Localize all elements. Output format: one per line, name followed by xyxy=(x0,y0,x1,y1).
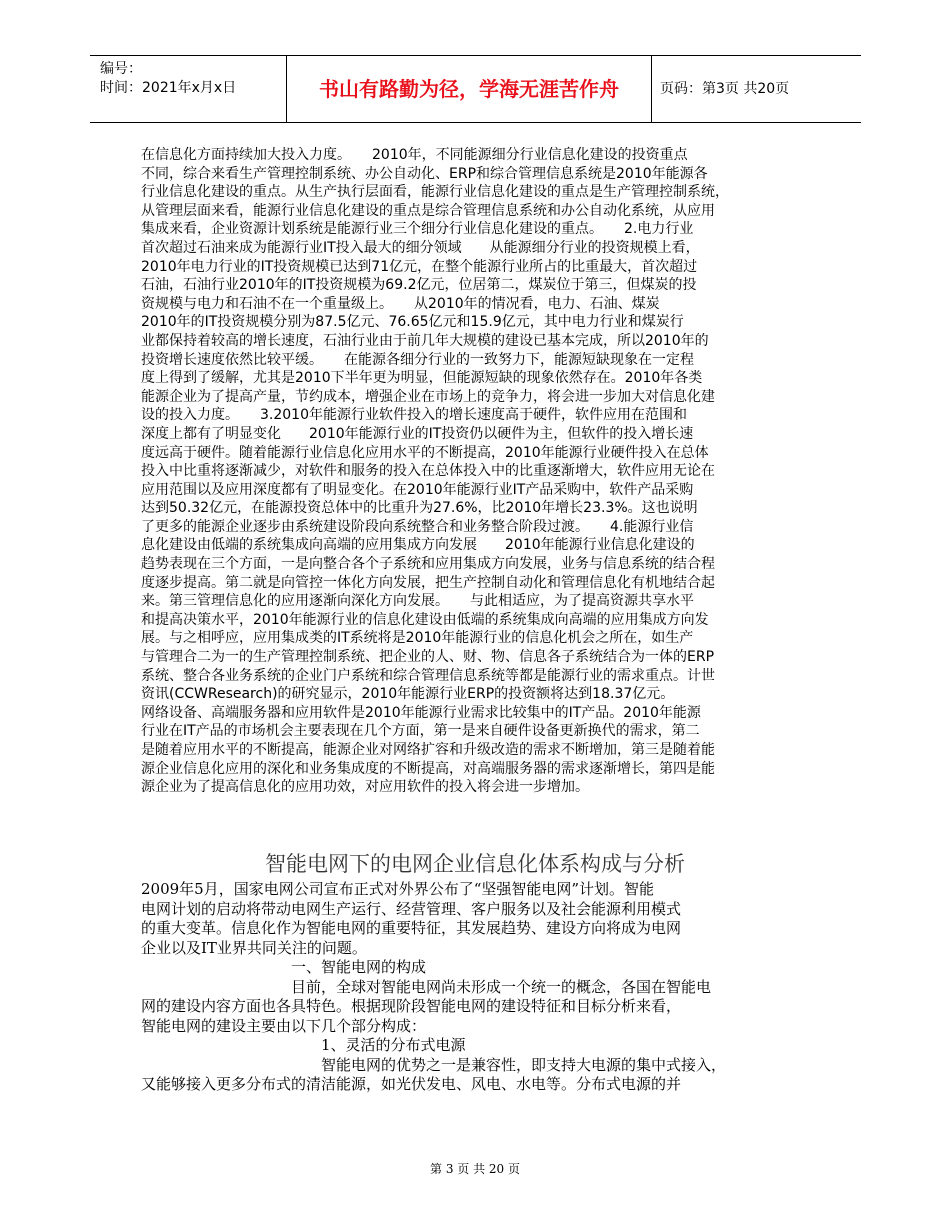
doc-number-label: 编号： xyxy=(100,61,142,77)
text-line: 趋势表现在三个方面，一是向整合各个子系统和应用集成方向发展，业务与信息系统的结合程 xyxy=(141,556,715,573)
text-line: 业都保持着较高的增长速度，石油行业由于前几年大规模的建设已基本完成，所以2010年的 xyxy=(141,332,709,349)
text-line: 展。与之相呼应，应用集成类的IT系统将是2010年能源行业的信息化机会之所在，如生产 xyxy=(141,630,694,647)
text-line: 2010年的IT投资规模分别为87.5亿元、76.65亿元和15.9亿元，其中电力行业和煤炭行 xyxy=(141,314,684,331)
text-line: 度远高于硬件。随着能源行业信息化应用水平的不断提高，2010年能源行业硬件投入在总体 xyxy=(141,444,709,461)
text-line: 源企业为了提高信息化的应用功效，对应用软件的投入将会进一步增加。 xyxy=(141,779,589,796)
text-line: 不同，综合来看生产管理控制系统、办公自动化、ERP和综合管理信息系统是2010年能源各 xyxy=(141,165,708,182)
text-line: 是随着应用水平的不断提高，能源企业对网络扩容和升级改造的需求不断增加，第三是随着能 xyxy=(141,742,715,758)
date-label: 时间：2021年x月x日 xyxy=(100,80,237,96)
text-line: 行业信息化建设的重点。从生产执行层面看，能源行业信息化建设的重点是生产管理控制系统， xyxy=(141,184,729,201)
text-line: 从管理层面来看，能源行业信息化建设的重点是综合管理信息系统和办公自动化系统，从应用 xyxy=(141,202,715,219)
text-line: 达到50.32亿元，在能源投资总体中的比重升为27.6%，比2010年增长23.3%。这也说明 xyxy=(141,500,698,517)
section-title: 智能电网下的电网企业信息化体系构成与分析 xyxy=(265,852,685,876)
text-line: 网络设备、高端服务器和应用软件是2010年能源行业需求比较集中的IT产品。2010年能源 xyxy=(141,704,701,721)
text-line: 电网计划的启动将带动电网生产运行、经营管理、客户服务以及社会能源利用模式 xyxy=(141,899,682,918)
text-line: 2010年电力行业的IT投资规模已达到71亿元，在整个能源行业所占的比重最大，首次超过 xyxy=(141,258,698,275)
text-line: 智能电网的优势之一是兼容性，即支持大电源的集中式接入， xyxy=(141,1055,727,1074)
text-line: 资讯(CCWResearch)的研究显示，2010年能源行业ERP的投资额将达到18.37亿元。 xyxy=(141,686,675,703)
page-header xyxy=(90,55,861,123)
text-line: 深度上都有了明显变化 2010年能源行业的IT投资仍以硬件为主，但软件的投入增长速 xyxy=(141,425,694,442)
text-line: 1、灵活的分布式电源 xyxy=(141,1036,466,1054)
text-line: 行业在IT产品的市场机会主要表现在几个方面，第一是来自硬件设备更新换代的需求，第二 xyxy=(141,723,700,740)
text-line: 一、智能电网的构成 xyxy=(141,958,427,976)
text-line: 应用范围以及应用深度都有了明显变化。在2010年能源行业IT产品采购中，软件产品采购 xyxy=(141,481,694,498)
text-line: 设的投入力度。 3.2010年能源行业软件投入的增长速度高于硬件，软件应用在范围和 xyxy=(141,407,687,424)
text-line: 目前，全球对智能电网尚未形成一个统一的概念，各国在智能电 xyxy=(141,977,712,996)
text-line: 了更多的能源企业逐步由系统建设阶段向系统整合和业务整合阶段过渡。 4.能源行业信 xyxy=(141,518,694,535)
header-left-cell xyxy=(90,56,287,122)
text-line: 在信息化方面持续加大投入力度。 2010年，不同能源细分行业信息化建设的投资重点 xyxy=(141,147,688,163)
text-line: 能源企业为了提高产量，节约成本，增强企业在市场上的竞争力，将会进一步加大对信息化建 xyxy=(141,388,715,405)
text-line: 集成来看，企业资源计划系统是能源行业三个细分行业信息化建设的重点。 2.电力行业 xyxy=(141,221,694,238)
text-line: 资规模与电力和石油不在一个重量级上。 从2010年的情况看，电力、石油、煤炭 xyxy=(141,295,660,312)
text-line: 网的建设内容方面也各具特色。根据现阶段智能电网的建设特征和目标分析来看， xyxy=(141,997,682,1015)
text-line: 度上得到了缓解，尤其是2010下半年更为明显，但能源短缺的现象依然存在。2010年各类 xyxy=(141,370,703,387)
text-line: 来。第三管理信息化的应用逐渐向深化方向发展。 与此相适应，为了提高资源共享水平 xyxy=(141,593,694,610)
text-line: 2009年5月，国家电网公司宣布正式对外界公布了“坚强智能电网”计划。智能 xyxy=(141,880,655,898)
text-line: 系统、整合各业务系统的企业门户系统和综合管理信息系统等都是能源行业的需求重点。计世 xyxy=(141,667,715,684)
text-line: 与管理合二为一的生产管理控制系统、把企业的人、财、物、信息各子系统结合为一体的ERP xyxy=(141,649,715,666)
text-line: 息化建设由低端的系统集成向高端的应用集成方向发展 2010年能源行业信息化建设的 xyxy=(141,537,695,554)
body-text-smart-grid xyxy=(141,880,813,1095)
text-line: 智能电网的建设主要由以下几个部分构成： xyxy=(141,1016,427,1035)
text-line: 投入中比重将逐渐减少，对软件和服务的投入在总体投入中的比重逐渐增大，软件应用无论在 xyxy=(141,463,715,480)
body-text-energy xyxy=(141,146,813,797)
header-page-info: 页码：第3页 共20页 xyxy=(660,81,790,97)
text-line: 石油，石油行业2010年的IT投资规模为69.2亿元，位居第二，煤炭位于第三，但煤炭的投 xyxy=(141,277,697,294)
page-footer: 第 3 页 共 20 页 xyxy=(430,1162,520,1176)
header-motto: 书山有路勤为径，学海无涯苦作舟 xyxy=(287,56,652,122)
text-line: 企业以及IT业界共同关注的问题。 xyxy=(141,938,367,957)
text-line: 的重大变革。信息化作为智能电网的重要特征，其发展趋势、建设方向将成为电网 xyxy=(141,919,682,937)
text-line: 首次超过石油来成为能源行业IT投入最大的细分领域 从能源细分行业的投资规模上看， xyxy=(141,239,700,256)
text-line: 又能够接入更多分布式的清洁能源，如光伏发电、风电、水电等。分布式电源的并 xyxy=(141,1075,682,1093)
text-line: 和提高决策水平，2010年能源行业的信息化建设由低端的系统集成向高端的应用集成方向发 xyxy=(141,611,709,628)
text-line: 投资增长速度依然比较平缓。 在能源各细分行业的一致努力下，能源短缺现象在一定程 xyxy=(141,351,694,368)
text-line: 源企业信息化应用的深化和业务集成度的不断提高，对高端服务器的需求逐渐增长，第四是能 xyxy=(141,760,715,777)
text-line: 度逐步提高。第二就是向管控一体化方向发展，把生产控制自动化和管理信息化有机地结合起 xyxy=(141,574,715,591)
